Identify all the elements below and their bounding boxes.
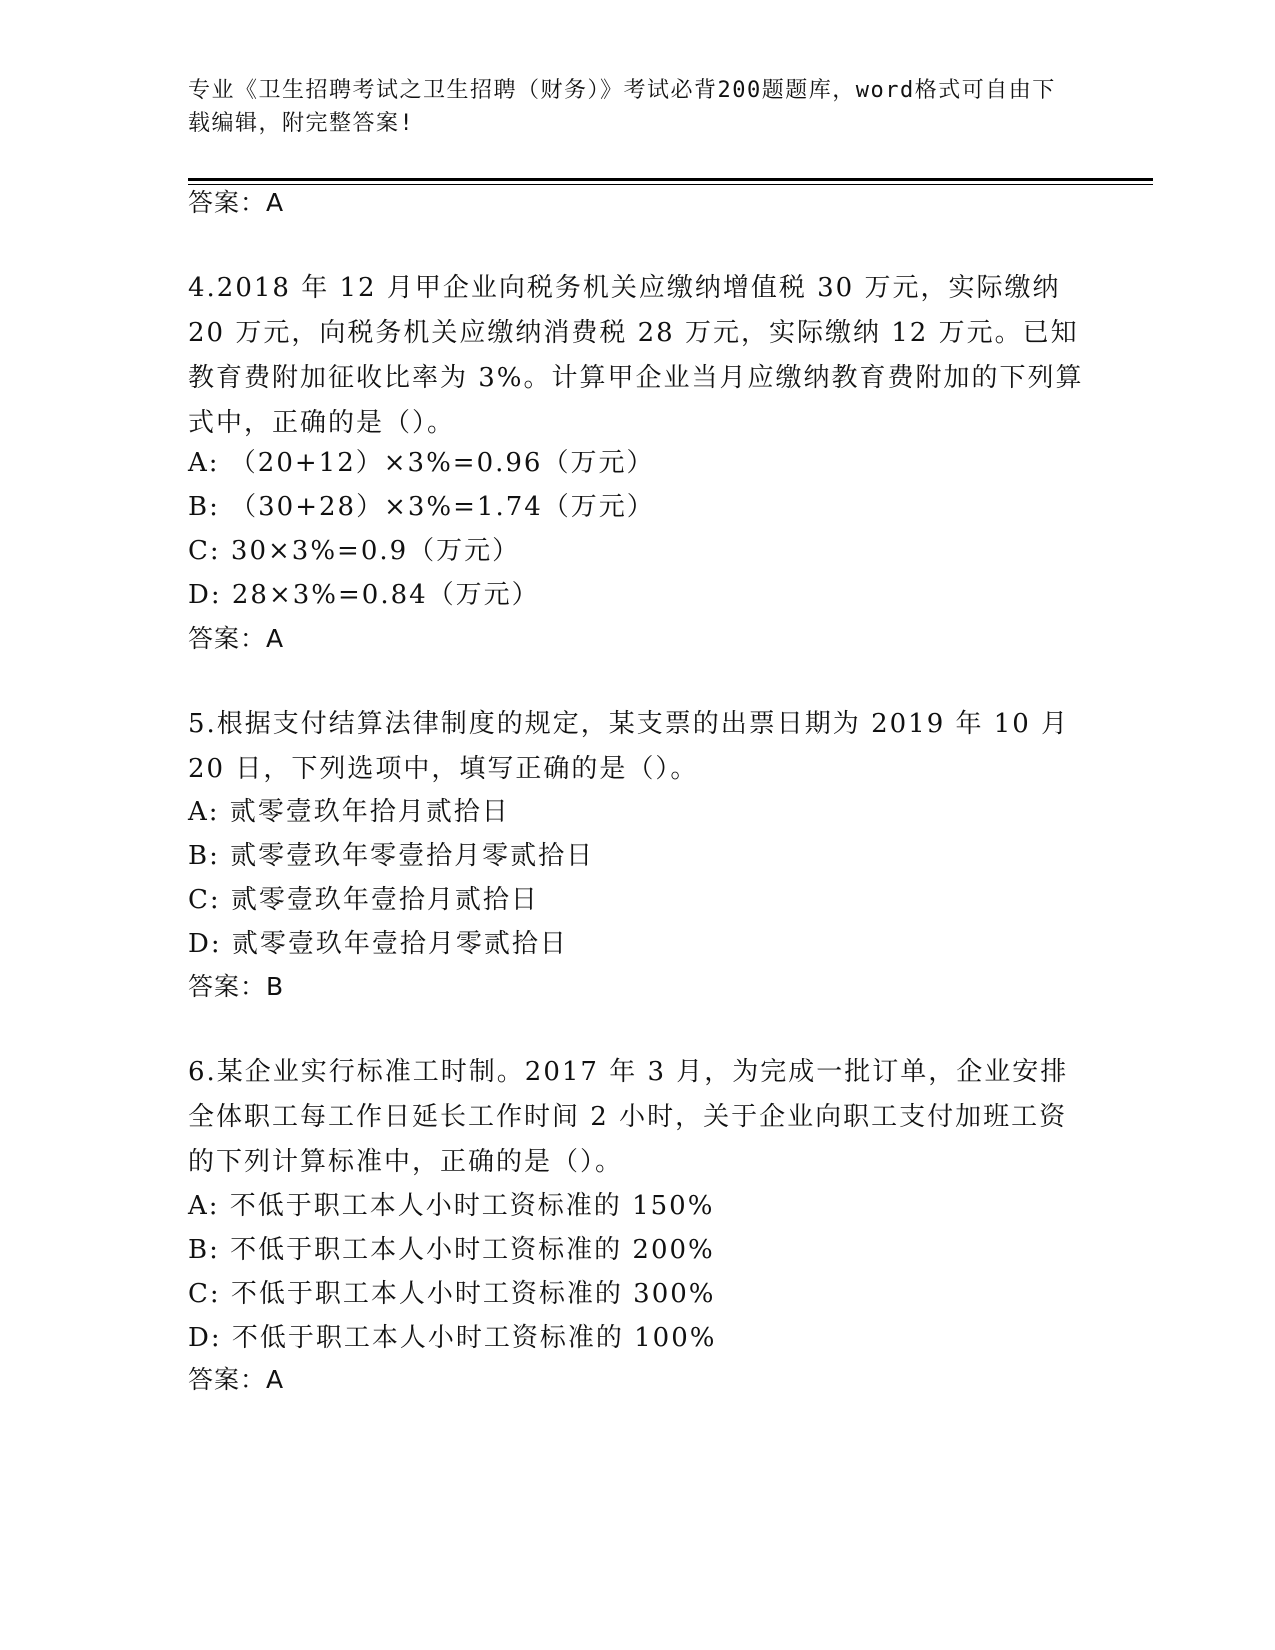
question-stem: 5.根据支付结算法律制度的规定，某支票的出票日期为 2019 年 10 月 20 日，下列选项中，填写正确的是（）。 bbox=[188, 709, 1070, 784]
option-c: C: 贰零壹玖年壹拾月贰拾日 bbox=[188, 885, 539, 915]
answer-label: 答案：A bbox=[188, 624, 285, 653]
question-stem: 6.某企业实行标准工时制。2017 年 3 月，为完成一批订单，企业安排全体职工每工作日延长工作时间 2 小时，关于企业向职工支付加班工资的下列计算标准中，正确的是（）。 bbox=[188, 1057, 1069, 1177]
option-d: D: 不低于职工本人小时工资标准的 100% bbox=[188, 1323, 717, 1353]
option-c: C: 不低于职工本人小时工资标准的 300% bbox=[188, 1279, 716, 1309]
option-b: B: （30+28）×3%=1.74（万元） bbox=[188, 492, 655, 522]
option-d: D: 贰零壹玖年壹拾月零贰拾日 bbox=[188, 929, 568, 959]
answer-label: 答案：A bbox=[188, 188, 285, 217]
option-d: D: 28×3%=0.84（万元） bbox=[188, 580, 540, 610]
option-a: A: 不低于职工本人小时工资标准的 150% bbox=[188, 1191, 715, 1221]
answer-label: 答案：A bbox=[188, 1365, 285, 1394]
option-a: A: （20+12）×3%=0.96（万元） bbox=[188, 448, 655, 478]
answer-label: 答案：B bbox=[188, 972, 285, 1001]
document-header: 专业《卫生招聘考试之卫生招聘（财务）》考试必背200题题库，word格式可自由下载编辑，附完整答案! bbox=[188, 78, 1056, 136]
question-stem: 4.2018 年 12 月甲企业向税务机关应缴纳增值税 30 万元，实际缴纳 20 万元，向税务机关应缴纳消费税 28 万元，实际缴纳 12 万元。已知教育费附加征收比率为 3%。计算甲企业当月应缴纳教育费附加的下列算式中，正确的是（）。 bbox=[188, 273, 1084, 438]
option-b: B: 贰零壹玖年零壹拾月零贰拾日 bbox=[188, 841, 595, 871]
option-a: A: 贰零壹玖年拾月贰拾日 bbox=[188, 797, 510, 827]
option-c: C: 30×3%=0.9（万元） bbox=[188, 536, 521, 566]
header-divider-thin bbox=[188, 184, 1153, 185]
header-divider-thick bbox=[188, 178, 1153, 181]
option-b: B: 不低于职工本人小时工资标准的 200% bbox=[188, 1235, 715, 1265]
